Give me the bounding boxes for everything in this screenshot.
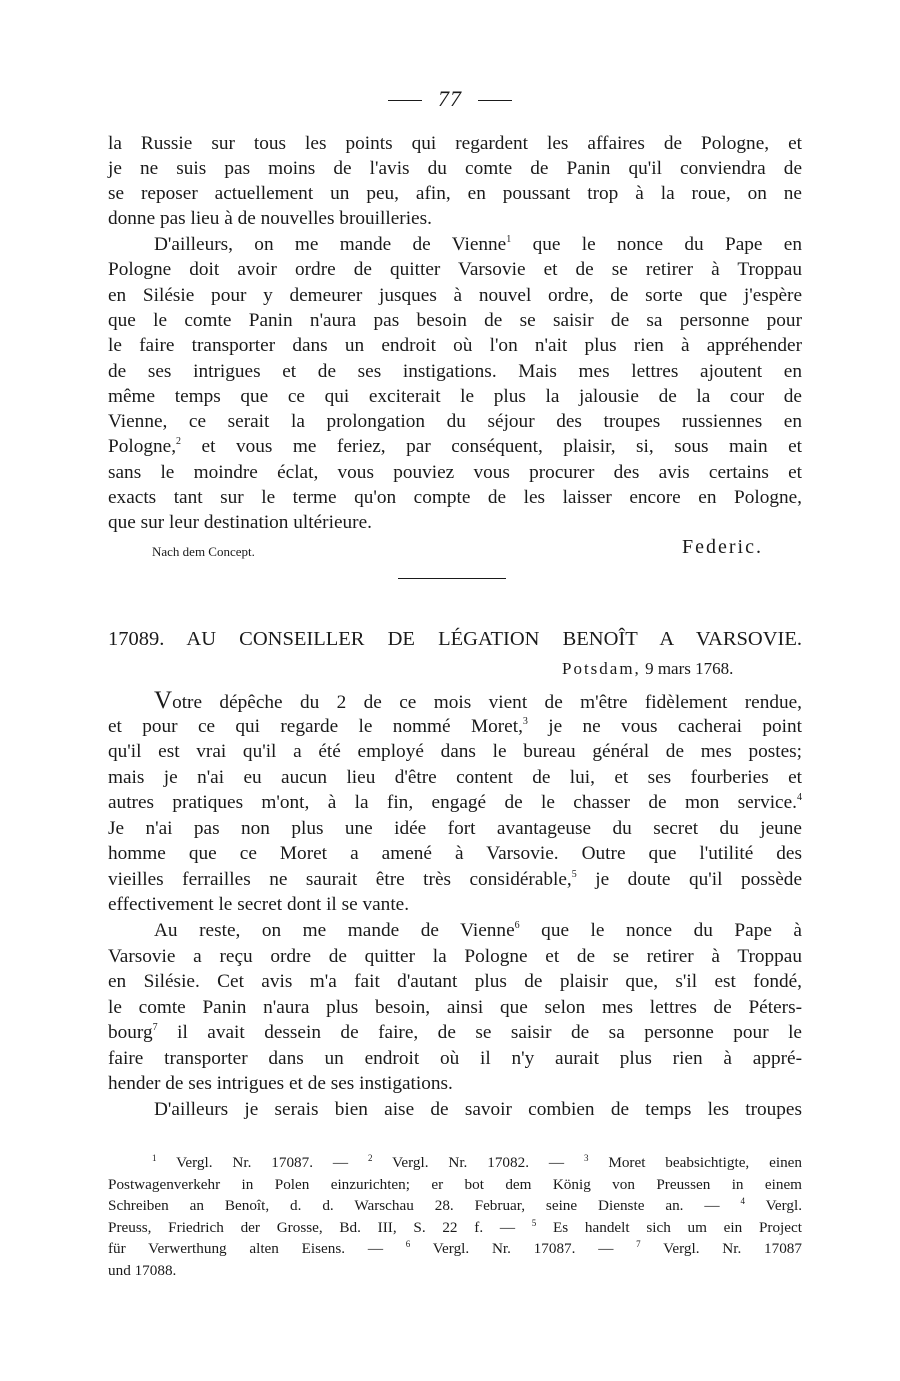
text-line: la Russie sur tous les points qui regardent les affaires de Pologne, et	[108, 133, 802, 154]
text-span: et pour ce qui regarde le nommé Moret,	[108, 715, 523, 737]
text-line	[154, 689, 802, 715]
text-span: je doute qu'il possède	[576, 868, 802, 890]
footnote-marker: 4	[740, 1196, 745, 1206]
text-line: Je n'ai pas non plus une idée fort avantageuse du secret du jeune	[108, 817, 802, 839]
text-span: D'ailleurs, on me mande de Vienne	[154, 234, 507, 255]
footnote-marker: 5	[531, 1217, 537, 1228]
text-span: vieilles ferrailles ne saurait être très considérable,	[108, 868, 572, 890]
text-span: autres pratiques m'ont, à la fin, engagé de le chasser de mon service.	[108, 792, 797, 813]
footnote-text: Schreiben an Benoît, d. d. Warschau 28. Februar, seine Dienste an. —	[108, 1197, 741, 1214]
footnote-text: Vergl.	[744, 1197, 802, 1214]
text-line	[108, 791, 802, 815]
footnote-ref: 3	[522, 715, 528, 727]
footnote-text: für Verwerthung alten Eisens. —	[108, 1240, 406, 1257]
text-line: que sur leur destination ultérieure.	[108, 512, 372, 534]
page-number	[0, 86, 900, 112]
date-text: 9 mars 1768.	[640, 659, 734, 678]
text-span: il avait dessein de faire, de se saisir de sa personne pour le	[157, 1022, 802, 1043]
text-line: qu'il est vrai qu'il a été employé dans le bureau général de mes postes;	[108, 741, 802, 762]
text-span: Au reste, on me mande de Vienne	[154, 920, 515, 941]
footnote-text: Moret beabsichtigte, einen	[588, 1154, 802, 1171]
text-line: je ne suis pas moins de l'avis du comte de Panin qu'il conviendra de	[108, 158, 802, 179]
text-line: sans le moindre éclat, vous pouviez vous procurer des avis certains et	[108, 461, 802, 483]
text-span: que le nonce du Pape à	[519, 920, 802, 941]
text-line: de ses intrigues et de ses instigations. Mais mes lettres ajoutent en	[108, 360, 802, 382]
text-line: Varsovie a reçu ordre de quitter la Pologne et de se retirer à Troppau	[108, 945, 802, 967]
footnote-marker: 6	[405, 1239, 411, 1249]
text-line: le faire transporter dans un endroit où l'on n'ait plus rien à appréhender	[108, 335, 802, 357]
footnote-text: Preuss, Friedrich der Grosse, Bd. III, S. 22 f. —	[108, 1218, 532, 1236]
footnote-ref: 6	[514, 920, 520, 931]
footnote-line	[108, 1217, 802, 1238]
footnote-text: Es handelt sich um ein Project	[536, 1218, 802, 1236]
footnote-ref: 5	[571, 868, 577, 880]
text-line	[108, 435, 802, 459]
text-line: Vienne, ce serait la prolongation du séjour des troupes russiennes en	[108, 411, 802, 433]
footnote-marker: 2	[367, 1153, 373, 1163]
footnote-text: Vergl. Nr. 17087. —	[156, 1154, 368, 1171]
text-line: donne pas lieu à de nouvelles brouilleries.	[108, 208, 432, 229]
place-name: Potsdam,	[562, 659, 641, 678]
footnote-line: und 17088.	[108, 1261, 177, 1279]
footnote-text: Vergl. Nr. 17087	[640, 1240, 802, 1257]
text-line: faire transporter dans un endroit où il n'y aurait plus rien à appré-	[108, 1047, 802, 1069]
footnote-line	[108, 1195, 802, 1216]
text-line	[154, 919, 802, 943]
place-date	[562, 659, 733, 679]
footnote-line	[152, 1152, 802, 1173]
text-line	[154, 233, 802, 257]
text-line	[108, 868, 802, 892]
text-line: en Silésie. Cet avis m'a fait d'autant plus de plaisir que, s'il est fondé,	[108, 971, 802, 992]
footnote-line: Postwagenverkehr in Polen einzurichten; er bot dem König von Preussen in einem	[108, 1175, 802, 1193]
footnote-ref: 4	[797, 792, 802, 803]
footnote-text: Vergl. Nr. 17087. —	[410, 1240, 637, 1257]
footnote-text: Vergl. Nr. 17082. —	[372, 1154, 584, 1171]
text-span: que le nonce du Pape en	[511, 234, 802, 255]
page-number-dash-right	[478, 100, 512, 101]
initial-letter: V	[154, 687, 173, 714]
footnote-marker: 7	[636, 1239, 641, 1249]
section-divider	[398, 578, 506, 579]
text-line: D'ailleurs je serais bien aise de savoir combien de temps les troupes	[154, 1099, 802, 1120]
text-line: exacts tant sur le terme qu'on compte de les laisser encore en Pologne,	[108, 487, 802, 508]
text-line: en Silésie pour y demeurer jusques à nouvel ordre, de sorte que j'espère	[108, 284, 802, 306]
footnote-ref: 1	[506, 234, 512, 245]
text-line	[108, 715, 802, 739]
text-line: se reposer actuellement un peu, afin, en poussant trop à la roue, on ne	[108, 183, 802, 204]
footnote-ref: 2	[176, 436, 182, 448]
footnote-marker: 1	[152, 1153, 157, 1163]
text-line: le comte Panin n'aura plus besoin, ainsi que selon mes lettres de Péters-	[108, 996, 802, 1018]
text-line: homme que ce Moret a amené à Varsovie. Outre que l'utilité des	[108, 843, 802, 864]
text-span: otre dépêche du 2 de ce mois vient de m'être fidèlement rendue,	[172, 692, 802, 713]
page-number-dash-left	[388, 100, 422, 101]
text-line	[108, 1021, 802, 1045]
text-span: Pologne,	[108, 436, 177, 458]
letter-heading: 17089. AU CONSEILLER DE LÉGATION BENOÎT A VARSOVIE.	[108, 628, 802, 650]
text-line: que le comte Panin n'aura pas besoin de se saisir de sa personne pour	[108, 309, 802, 331]
source-note: Nach dem Concept.	[152, 544, 255, 559]
text-line: hender de ses intrigues et de ses instigations.	[108, 1073, 453, 1094]
page-number-text: 77	[438, 86, 462, 111]
footnote-marker: 3	[583, 1153, 589, 1163]
footnote-line	[108, 1238, 802, 1259]
signature: Federic.	[682, 536, 763, 558]
text-line: Pologne doit avoir ordre de quitter Varsovie et de se retirer à Troppau	[108, 259, 802, 281]
text-line: même temps que ce qui exciterait le plus la jalousie de la cour de	[108, 385, 802, 407]
text-span: et vous me feriez, par conséquent, plaisir, si, sous main et	[181, 436, 802, 458]
text-line: effectivement le secret dont il se vante.	[108, 894, 410, 915]
text-span: bourg	[108, 1022, 153, 1043]
text-span: je ne vous cacherai point	[527, 715, 803, 737]
footnote-ref: 7	[152, 1022, 158, 1033]
text-line: mais je n'ai eu aucun lieu d'être content de lui, et ses fourberies et	[108, 766, 802, 788]
